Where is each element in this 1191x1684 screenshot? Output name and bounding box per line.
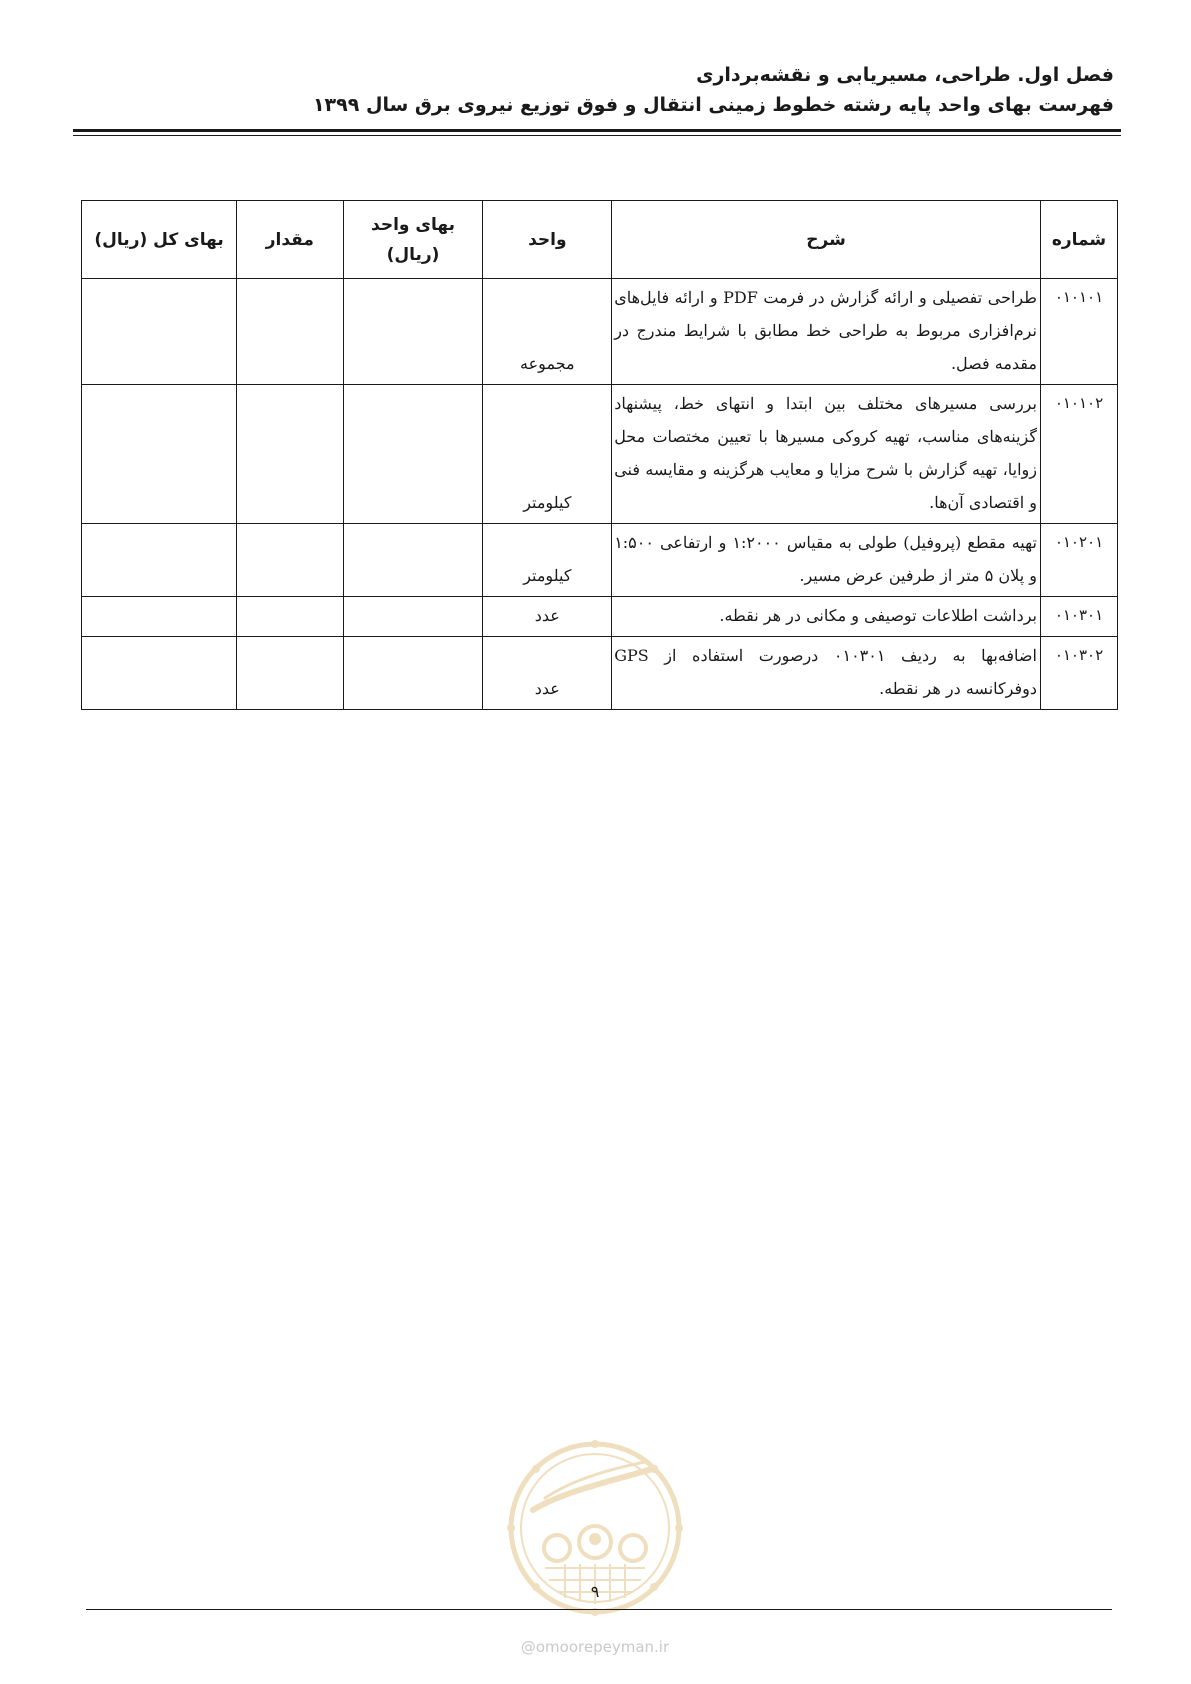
row-unit-price xyxy=(343,279,483,385)
table-row xyxy=(82,385,1118,524)
row-unit-price xyxy=(343,385,483,524)
row-quantity xyxy=(237,385,343,524)
row-number: ۰۱۰۱۰۱ xyxy=(1040,279,1117,385)
chapter-title: فصل اول. طراحی، مسیریابی و نقشه‌برداری xyxy=(696,64,1114,86)
row-unit: عدد xyxy=(483,637,612,710)
row-quantity xyxy=(237,279,343,385)
row-unit: عدد xyxy=(483,597,612,637)
row-quantity xyxy=(237,524,343,597)
row-quantity xyxy=(237,637,343,710)
page-header xyxy=(74,60,1114,120)
row-number: ۰۱۰۳۰۱ xyxy=(1040,597,1117,637)
row-quantity xyxy=(237,597,343,637)
column-header-number: شماره xyxy=(1040,201,1117,279)
column-header-unit-price xyxy=(343,201,483,279)
row-unit: کیلومتر xyxy=(483,524,612,597)
header-rule-thin xyxy=(73,135,1121,136)
row-total-price xyxy=(82,385,237,524)
footer-rule xyxy=(86,1609,1112,1610)
unit-price-currency: (ریال) xyxy=(386,244,440,265)
unit-price-label: بهای واحد xyxy=(371,214,455,235)
row-description: تهیه مقطع (پروفیل) طولی به مقیاس ۱:۲۰۰۰ و ارتفاعی ۱:۵۰۰ و پلان ۵ متر از طرفین عرض مسیر. xyxy=(612,524,1041,597)
row-unit-price xyxy=(343,524,483,597)
watermark-caption: @omoorepeyman.ir xyxy=(520,1638,670,1656)
table-row xyxy=(82,524,1118,597)
header-rule-thick xyxy=(73,129,1121,132)
page-number: ۹ xyxy=(590,1582,600,1601)
column-header-quantity: مقدار xyxy=(237,201,343,279)
column-header-total-price: بهای کل (ریال) xyxy=(82,201,237,279)
column-header-unit: واحد xyxy=(483,201,612,279)
table-header-row xyxy=(82,201,1118,279)
row-total-price xyxy=(82,637,237,710)
document-title: فهرست بهای واحد پایه رشته خطوط زمینی انتقال و فوق توزیع نیروی برق سال ۱۳۹۹ xyxy=(312,94,1114,116)
row-number: ۰۱۰۳۰۲ xyxy=(1040,637,1117,710)
price-list-table xyxy=(81,200,1118,710)
row-number: ۰۱۰۱۰۲ xyxy=(1040,385,1117,524)
row-total-price xyxy=(82,279,237,385)
row-unit: مجموعه xyxy=(483,279,612,385)
table-row xyxy=(82,597,1118,637)
row-total-price xyxy=(82,524,237,597)
row-number: ۰۱۰۲۰۱ xyxy=(1040,524,1117,597)
row-unit-price xyxy=(343,637,483,710)
row-unit-price xyxy=(343,597,483,637)
row-description: برداشت اطلاعات توصیفی و مکانی در هر نقطه. xyxy=(612,597,1041,637)
row-total-price xyxy=(82,597,237,637)
table-row xyxy=(82,637,1118,710)
row-description: اضافه‌بها به ردیف ۰۱۰۳۰۱ درصورت استفاده از GPS دوفرکانسه در هر نقطه. xyxy=(612,637,1041,710)
row-unit: کیلومتر xyxy=(483,385,612,524)
table-row xyxy=(82,279,1118,385)
row-description: بررسی مسیرهای مختلف بین ابتدا و انتهای خط، پیشنهاد گزینه‌های مناسب، تهیه کروکی مسیرها با تعیین مختصات محل زوایا، تهیه گزارش با شرح مزایا و معایب هرگزینه و مقایسه فنی و اقتصادی آن‌ها. xyxy=(612,385,1041,524)
row-description: طراحی تفصیلی و ارائه گزارش در فرمت PDF و ارائه فایل‌های نرم‌افزاری مربوط به طراحی خط مطابق با شرایط مندرج در مقدمه فصل. xyxy=(612,279,1041,385)
column-header-description: شرح xyxy=(612,201,1041,279)
